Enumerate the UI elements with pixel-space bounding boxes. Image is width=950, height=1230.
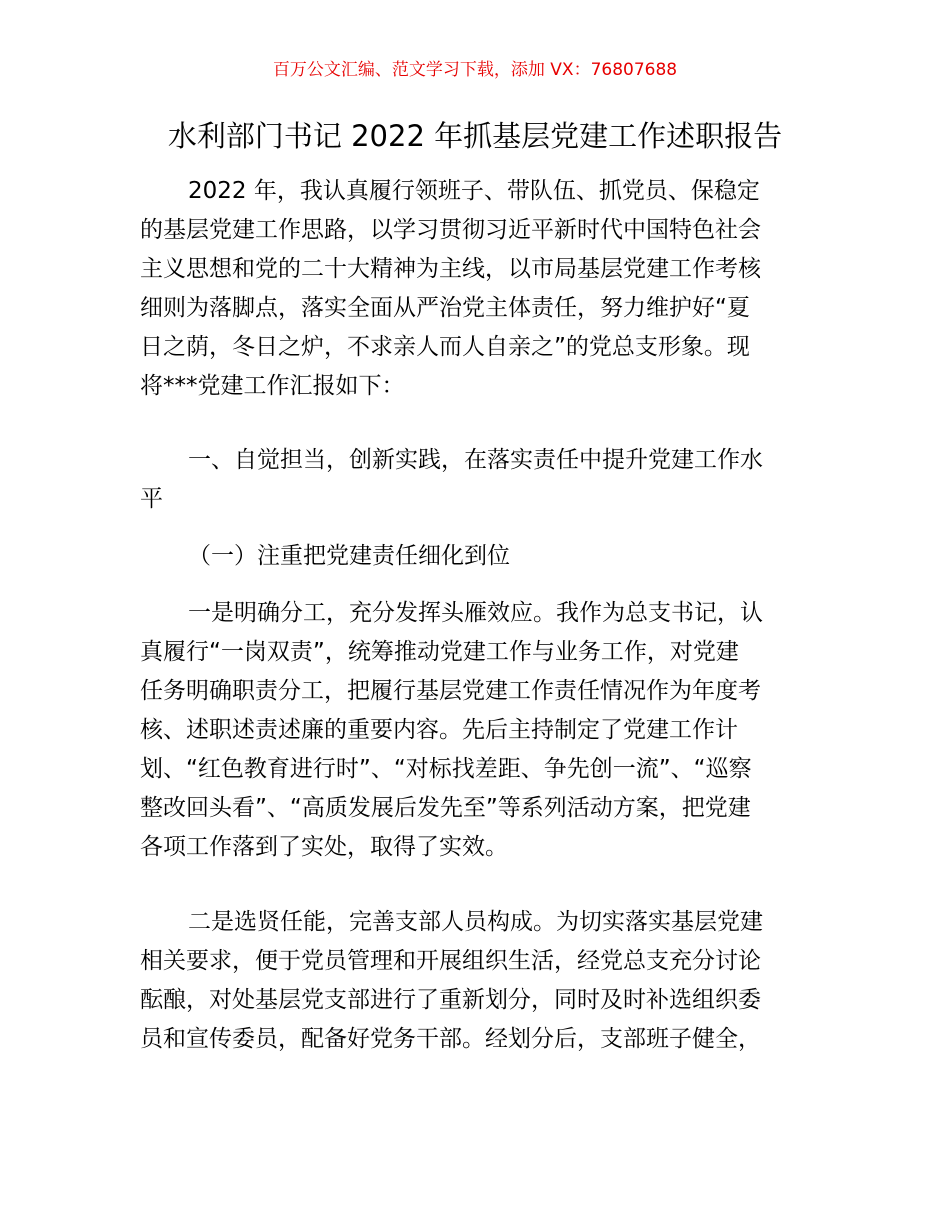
heading-line: 一、自觉担当，创新实践，在落实责任中提升党建工作水 [188, 447, 763, 473]
paragraph-line: 的基层党建工作思路，以学习贯彻习近平新时代中国特色社会 [140, 217, 761, 243]
paragraph-line: 员和宣传委员，配备好党务干部。经划分后，支部班子健全， [140, 1026, 761, 1052]
paragraph-line: 任务明确职责分工，把履行基层党建工作责任情况作为年度考 [140, 678, 761, 704]
paragraph-line: 2022 年，我认真履行领班子、带队伍、抓党员、保稳定 [188, 178, 760, 204]
paragraph-line: 酝酿，对处基层党支部进行了重新划分，同时及时补选组织委 [140, 987, 761, 1013]
paragraph-line: 二是选贤任能，完善支部人员构成。为切实落实基层党建 [188, 909, 763, 935]
section-heading-1 [140, 441, 812, 519]
watermark-header: 百万公文汇编、范文学习下载，添加 VX：76807688 [272, 60, 678, 80]
paragraph-point-2 [140, 903, 812, 1059]
paragraph-line: 核、述职述责述廉的重要内容。先后主持制定了党建工作计 [140, 717, 738, 743]
paragraph-line: 各项工作落到了实处，取得了实效。 [140, 834, 508, 860]
paragraph-line: 真履行“一岗双责”，统筹推动党建工作与业务工作，对党建 [140, 639, 739, 665]
paragraph-line: 细则为落脚点，落实全面从严治党主体责任，努力维护好“夏 [140, 295, 750, 321]
paragraph-intro [140, 172, 812, 406]
heading-line: 平 [140, 486, 163, 512]
paragraph-point-1 [140, 594, 812, 867]
paragraph-line: 划、“红色教育进行时”、“对标找差距、争先创一流”、“巡察 [140, 756, 752, 782]
subsection-heading-1 [140, 537, 812, 576]
paragraph-line: 日之荫，冬日之炉，不求亲人而人自亲之”的党总支形象。现 [140, 334, 750, 360]
paragraph-line: 一是明确分工，充分发挥头雁效应。我作为总支书记，认 [188, 600, 763, 626]
subheading-line: （一）注重把党建责任细化到位 [188, 543, 510, 569]
paragraph-line: 将***党建工作汇报如下： [140, 373, 405, 399]
paragraph-line: 主义思想和党的二十大精神为主线，以市局基层党建工作考核 [140, 256, 761, 282]
paragraph-line: 相关要求，便于党员管理和开展组织生活，经党总支充分讨论 [140, 948, 761, 974]
paragraph-line: 整改回头看”、“高质发展后发先至”等系列活动方案，把党建 [140, 795, 751, 821]
document-title: 水利部门书记 2022 年抓基层党建工作述职报告 [167, 119, 783, 153]
